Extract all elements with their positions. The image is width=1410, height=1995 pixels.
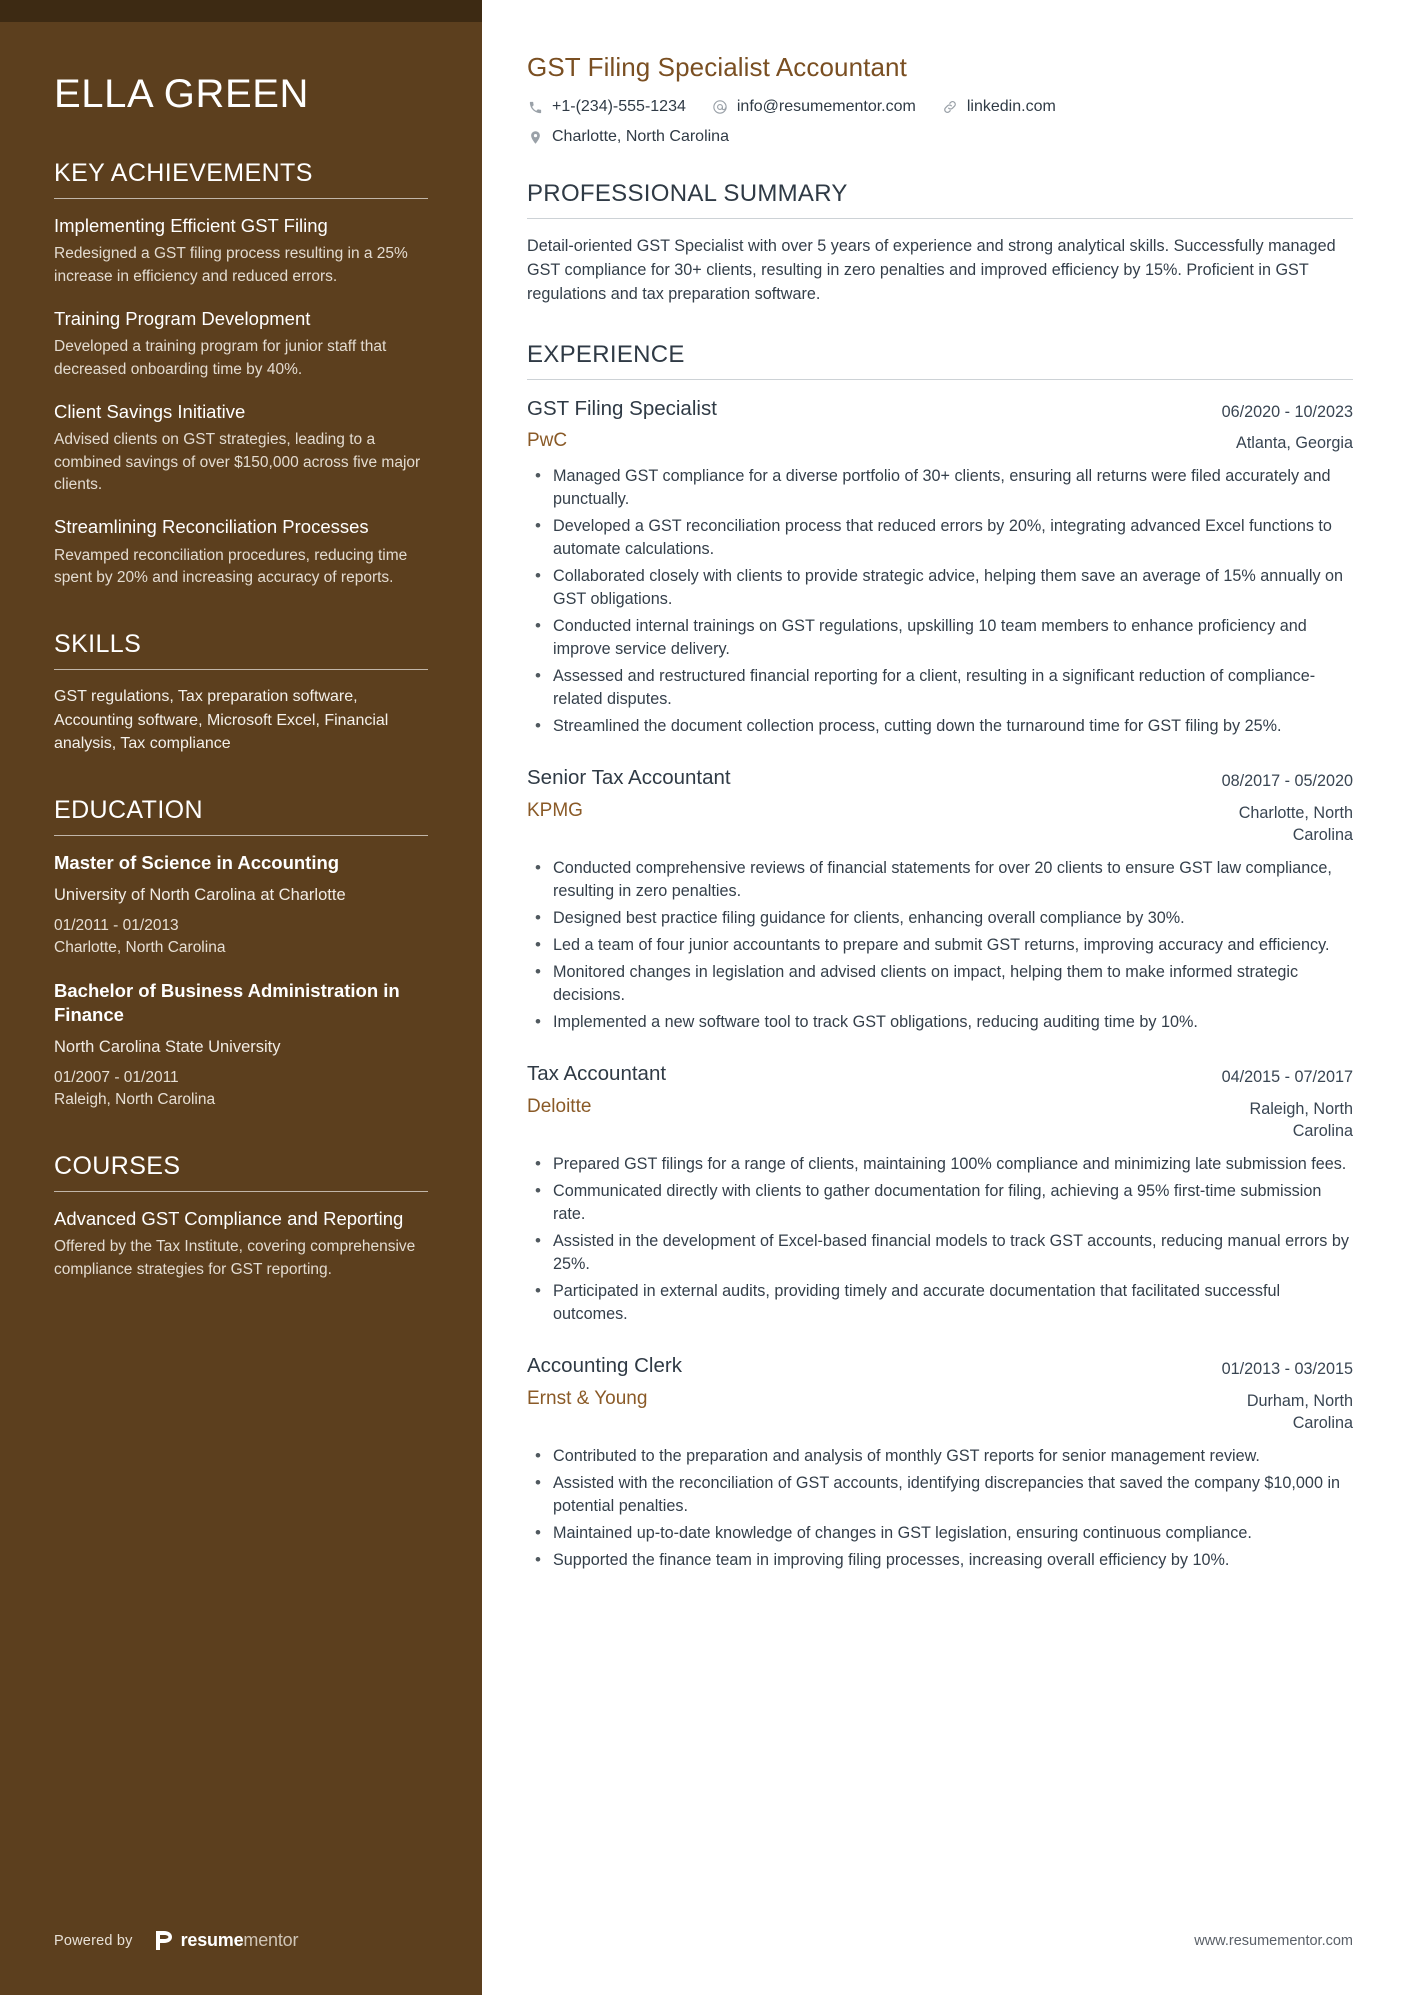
contact-location-text: Charlotte, North Carolina: [552, 128, 729, 146]
experience-bullets: [527, 1153, 1353, 1326]
experience-dates: 06/2020 - 10/2023: [1221, 402, 1353, 421]
phone-icon: [527, 99, 544, 116]
bullet-item: • Maintained up-to-date knowledge of changes in GST legislation, ensuring continuous compliance.: [527, 1522, 1353, 1545]
location-pin-icon: [527, 129, 544, 146]
divider: [527, 379, 1353, 380]
experience-job-title: GST Filing Specialist: [527, 396, 717, 420]
experience-bullets: [527, 1445, 1353, 1572]
bullet-item: • Managed GST compliance for a diverse portfolio of 30+ clients, ensuring all returns were filed accurately and punctually.: [527, 465, 1353, 511]
experience-dates: 04/2015 - 07/2017: [1221, 1068, 1353, 1087]
bullet-item: • Streamlined the document collection process, cutting down the turnaround time for GST filing by 25%.: [527, 715, 1353, 738]
education-item: [54, 979, 428, 1111]
bullet-item: • Led a team of four junior accountants to prepare and submit GST returns, improving accuracy and efficiency.: [527, 934, 1353, 957]
education-degree: Bachelor of Business Administration in Finance: [54, 979, 400, 1026]
bullet-item: • Collaborated closely with clients to provide strategic advice, helping them save an average of 15% annually on GST obligations.: [527, 565, 1353, 611]
email-icon: [712, 99, 729, 116]
experience-job-title: Tax Accountant: [527, 1062, 667, 1086]
bullet-item: • Participated in external audits, providing timely and accurate documentation that facilitated successful outcomes.: [527, 1280, 1353, 1326]
achievement-title: Training Program Development: [54, 308, 311, 330]
achievement-item: [54, 515, 428, 589]
section-title-courses: COURSES: [54, 1152, 181, 1180]
bullet-item: • Implemented a new software tool to track GST obligations, reducing auditing time by 10%.: [527, 1011, 1353, 1034]
contact-email[interactable]: [712, 98, 916, 116]
achievement-title: Implementing Efficient GST Filing: [54, 215, 328, 236]
course-description: Offered by the Tax Institute, covering comprehensive compliance strategies for GST reporting.: [54, 1238, 416, 1278]
course-item: [54, 1207, 428, 1281]
headline-job-title: GST Filing Specialist Accountant: [527, 52, 907, 82]
bullet-item: • Communicated directly with clients to gather documentation for filing, achieving a 95% first-time submission rate.: [527, 1180, 1353, 1226]
achievement-title: Client Savings Initiative: [54, 401, 246, 423]
achievement-item: [54, 214, 428, 288]
contact-phone-text: +1-(234)-555-1234: [552, 98, 686, 116]
contact-link-text: linkedin.com: [966, 98, 1056, 116]
link-icon: [942, 99, 959, 116]
bullet-item: • Prepared GST filings for a range of clients, maintaining 100% compliance and minimizing late submission fees.: [527, 1153, 1353, 1176]
experience-dates: 08/2017 - 05/2020: [1221, 772, 1353, 791]
experience-company: Ernst & Young: [527, 1387, 648, 1409]
divider: [54, 835, 428, 836]
education-school: North Carolina State University: [54, 1037, 281, 1056]
section-skills: [54, 629, 428, 755]
contact-location: [527, 128, 729, 146]
experience-job-title: Accounting Clerk: [527, 1353, 682, 1377]
divider: [527, 218, 1353, 219]
divider: [54, 669, 428, 670]
education-degree: Master of Science in Accounting: [54, 852, 340, 873]
experience-item: [527, 765, 1353, 1034]
section-title-key-achievements: KEY ACHIEVEMENTS: [54, 159, 313, 187]
achievement-item: [54, 400, 428, 496]
main-content: [482, 0, 1410, 1995]
experience-bullets: [527, 465, 1353, 738]
experience-location: Durham, North Carolina: [1246, 1391, 1353, 1432]
section-title-experience: EXPERIENCE: [527, 340, 685, 368]
achievement-description: Advised clients on GST strategies, leading to a combined savings of over $150,000 across five major clients.: [54, 431, 421, 494]
candidate-name: ELLA GREEN: [54, 72, 310, 116]
section-key-achievements: [54, 158, 428, 589]
resumementor-logo: [155, 1930, 299, 1951]
skills-list: GST regulations, Tax preparation software, Accounting software, Microsoft Excel, Financial analysis, Tax compliance: [54, 688, 389, 752]
brand-bold: resume: [180, 1930, 244, 1950]
resumementor-wordmark: [181, 1930, 299, 1951]
bullet-item: • Monitored changes in legislation and advised clients on impact, helping them to make informed strategic decisions.: [527, 961, 1353, 1007]
education-location: Raleigh, North Carolina: [54, 1091, 216, 1108]
education-item: [54, 851, 428, 959]
achievement-item: [54, 307, 428, 381]
bullet-item: • Supported the finance team in improving filing processes, increasing overall efficiency by 10%.: [527, 1549, 1353, 1572]
experience-job-title: Senior Tax Accountant: [527, 766, 731, 790]
divider: [54, 198, 428, 199]
experience-item: [527, 396, 1353, 739]
achievement-description: Developed a training program for junior staff that decreased onboarding time by 40%.: [54, 338, 387, 378]
experience-company: PwC: [527, 430, 568, 452]
contact-phone[interactable]: [527, 98, 686, 116]
experience-dates: 01/2013 - 03/2015: [1221, 1359, 1353, 1378]
achievement-title: Streamlining Reconciliation Processes: [54, 516, 369, 538]
footer-website-url: www.resumementor.com: [1194, 1933, 1353, 1949]
section-professional-summary: [527, 180, 1353, 307]
experience-company: Deloitte: [527, 1095, 592, 1117]
achievement-description: Revamped reconciliation procedures, reducing time spent by 20% and increasing accuracy of reports.: [54, 546, 408, 587]
bullet-item: • Assessed and restructured financial reporting for a client, resulting in a significant reduction of compliance-related disputes.: [527, 665, 1353, 711]
powered-by-label: Powered by: [54, 1932, 133, 1949]
education-dates: 01/2011 - 01/2013: [54, 916, 179, 934]
bullet-item: • Assisted with the reconciliation of GST accounts, identifying discrepancies that saved the company $10,000 in potential penalties.: [527, 1472, 1353, 1518]
experience-item: [527, 1353, 1353, 1572]
achievement-description: Redesigned a GST filing process resulting in a 25% increase in efficiency and reduced errors.: [54, 245, 408, 285]
experience-company: KPMG: [527, 800, 583, 822]
education-location: Charlotte, North Carolina: [54, 938, 226, 956]
bullet-item: • Conducted internal trainings on GST regulations, upskilling 10 team members to enhance proficiency and improve service delivery.: [527, 615, 1353, 661]
section-experience: [527, 341, 1353, 1572]
education-school: University of North Carolina at Charlotte: [54, 885, 346, 904]
course-title: Advanced GST Compliance and Reporting: [54, 1208, 404, 1229]
experience-location: Atlanta, Georgia: [1236, 434, 1353, 453]
divider: [54, 1191, 428, 1192]
section-title-skills: SKILLS: [54, 630, 142, 659]
bullet-item: • Developed a GST reconciliation process that reduced errors by 20%, integrating advanced Excel functions to automate calculations.: [527, 515, 1353, 561]
bullet-item: • Assisted in the development of Excel-based financial models to track GST accounts, reducing manual errors by 25%.: [527, 1230, 1353, 1276]
contact-link[interactable]: [942, 98, 1056, 116]
sidebar-top-strip: [0, 0, 482, 22]
experience-item: [527, 1061, 1353, 1326]
resumementor-mark-icon: [155, 1930, 174, 1951]
sidebar-footer: [54, 1930, 298, 1951]
bullet-item: • Designed best practice filing guidance for clients, enhancing overall compliance by 30%.: [527, 907, 1353, 930]
section-education: [54, 795, 428, 1111]
contact-row: [527, 98, 1353, 146]
experience-location: Raleigh, North Carolina: [1249, 1099, 1353, 1140]
summary-text: Detail-oriented GST Specialist with over 5 years of experience and strong analytical skills. Successfully managed GST compliance for 30+ clients, resulting in zero penalties and improved efficiency by 15%. Proficient in GST regulations and tax preparation software.: [527, 236, 1336, 303]
experience-bullets: [527, 857, 1353, 1034]
section-title-summary: PROFESSIONAL SUMMARY: [527, 180, 848, 208]
sidebar: [0, 0, 482, 1995]
brand-light: mentor: [243, 1930, 299, 1950]
bullet-item: • Contributed to the preparation and analysis of monthly GST reports for senior management review.: [527, 1445, 1353, 1468]
education-dates: 01/2007 - 01/2011: [54, 1069, 179, 1086]
bullet-item: • Conducted comprehensive reviews of financial statements for over 20 clients to ensure GST law compliance, resulting in zero penalties.: [527, 857, 1353, 903]
experience-location: Charlotte, North Carolina: [1238, 804, 1353, 845]
section-courses: [54, 1151, 428, 1281]
section-title-education: EDUCATION: [54, 796, 203, 824]
contact-email-text: info@resumementor.com: [736, 98, 916, 116]
